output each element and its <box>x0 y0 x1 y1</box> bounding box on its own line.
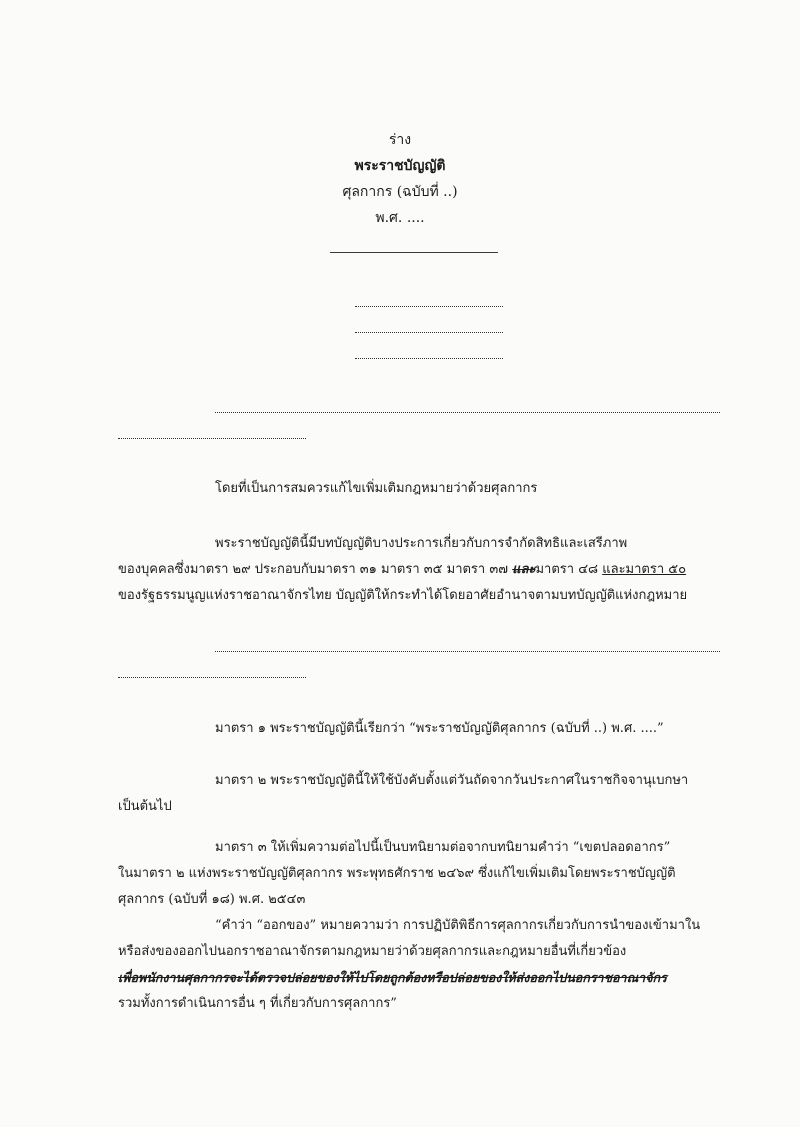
blank-line <box>355 332 503 333</box>
definition-text: “คำว่า “ออกของ” หมายความว่า การปฏิบัติพิธีการศุลกากรเกี่ยวกับการนำของเข้ามาใน <box>215 918 701 933</box>
struck-text: และ <box>512 562 536 577</box>
preamble-text: ของบุคคลซึ่งมาตรา ๒๙ ประกอบกับมาตรา ๓๑ มาตรา ๓๕ มาตรา ๓๗ <box>118 562 509 577</box>
section-3: มาตรา ๓ ให้เพิ่มความต่อไปนี้เป็นบทนิยามต่อจากบทนิยามคำว่า “เขตปลอดอากร” <box>215 840 671 855</box>
title-rule <box>330 252 498 253</box>
blank-line <box>118 677 306 678</box>
blank-line <box>215 651 720 652</box>
blank-line <box>355 358 503 359</box>
definition-text: หรือส่งของออกไปนอกราชอาณาจักรตามกฎหมายว่าด้วยศุลกากรและกฎหมายอื่นที่เกี่ยวข้อง <box>118 944 627 959</box>
blank-line <box>215 412 720 413</box>
section-3: ศุลกากร (ฉบับที่ ๑๘) พ.ศ. ๒๕๔๓ <box>118 892 306 907</box>
preamble-line: พระราชบัญญัตินี้มีบทบัญญัติบางประการเกี่ยวกับการจำกัดสิทธิและเสรีภาพ <box>215 536 628 551</box>
preamble-line: ของรัฐธรรมนูญแห่งราชอาณาจักรไทย บัญญัติให้กระทำได้โดยอาศัยอำนาจตามบทบัญญัติแห่งกฎหมาย <box>118 588 688 603</box>
recital-text: โดยที่เป็นการสมควรแก้ไขเพิ่มเติมกฎหมายว่าด้วยศุลกากร <box>215 481 538 496</box>
section-3: ในมาตรา ๒ แห่งพระราชบัญญัติศุลกากร พระพุทธศักราช ๒๔๖๙ ซึ่งแก้ไขเพิ่มเติมโดยพระราชบัญญัติ <box>118 866 676 881</box>
act-title: พระราชบัญญัติ <box>354 158 446 174</box>
blank-line <box>355 306 503 307</box>
preamble-text: มาตรา ๔๘ <box>535 562 599 577</box>
inserted-text: และมาตรา ๕๐ <box>602 562 687 577</box>
act-year: พ.ศ. .... <box>375 210 425 226</box>
section-2: มาตรา ๒ พระราชบัญญัตินี้ให้ใช้บังคับตั้งแต่วันถัดจากวันประกาศในราชกิจจานุเบกษา <box>215 773 689 788</box>
blank-line <box>118 438 306 439</box>
draft-label: ร่าง <box>388 132 412 148</box>
definition-text: รวมทั้งการดำเนินการอื่น ๆ ที่เกี่ยวกับการศุลกากร” <box>118 996 397 1011</box>
preamble-line <box>118 561 686 579</box>
section-1: มาตรา ๑ พระราชบัญญัตินี้เรียกว่า “พระราชบัญญัติศุลกากร (ฉบับที่ ..) พ.ศ. ....” <box>215 721 664 736</box>
struck-text: เพื่อพนักงานศุลกากรจะได้ตรวจปล่อยของให้ไปโดยถูกต้องหรือปล่อยของให้ส่งออกไปนอกราชอาณาจักร <box>118 970 667 985</box>
act-name: ศุลกากร (ฉบับที่ ..) <box>342 184 458 200</box>
section-2: เป็นต้นไป <box>118 799 172 814</box>
